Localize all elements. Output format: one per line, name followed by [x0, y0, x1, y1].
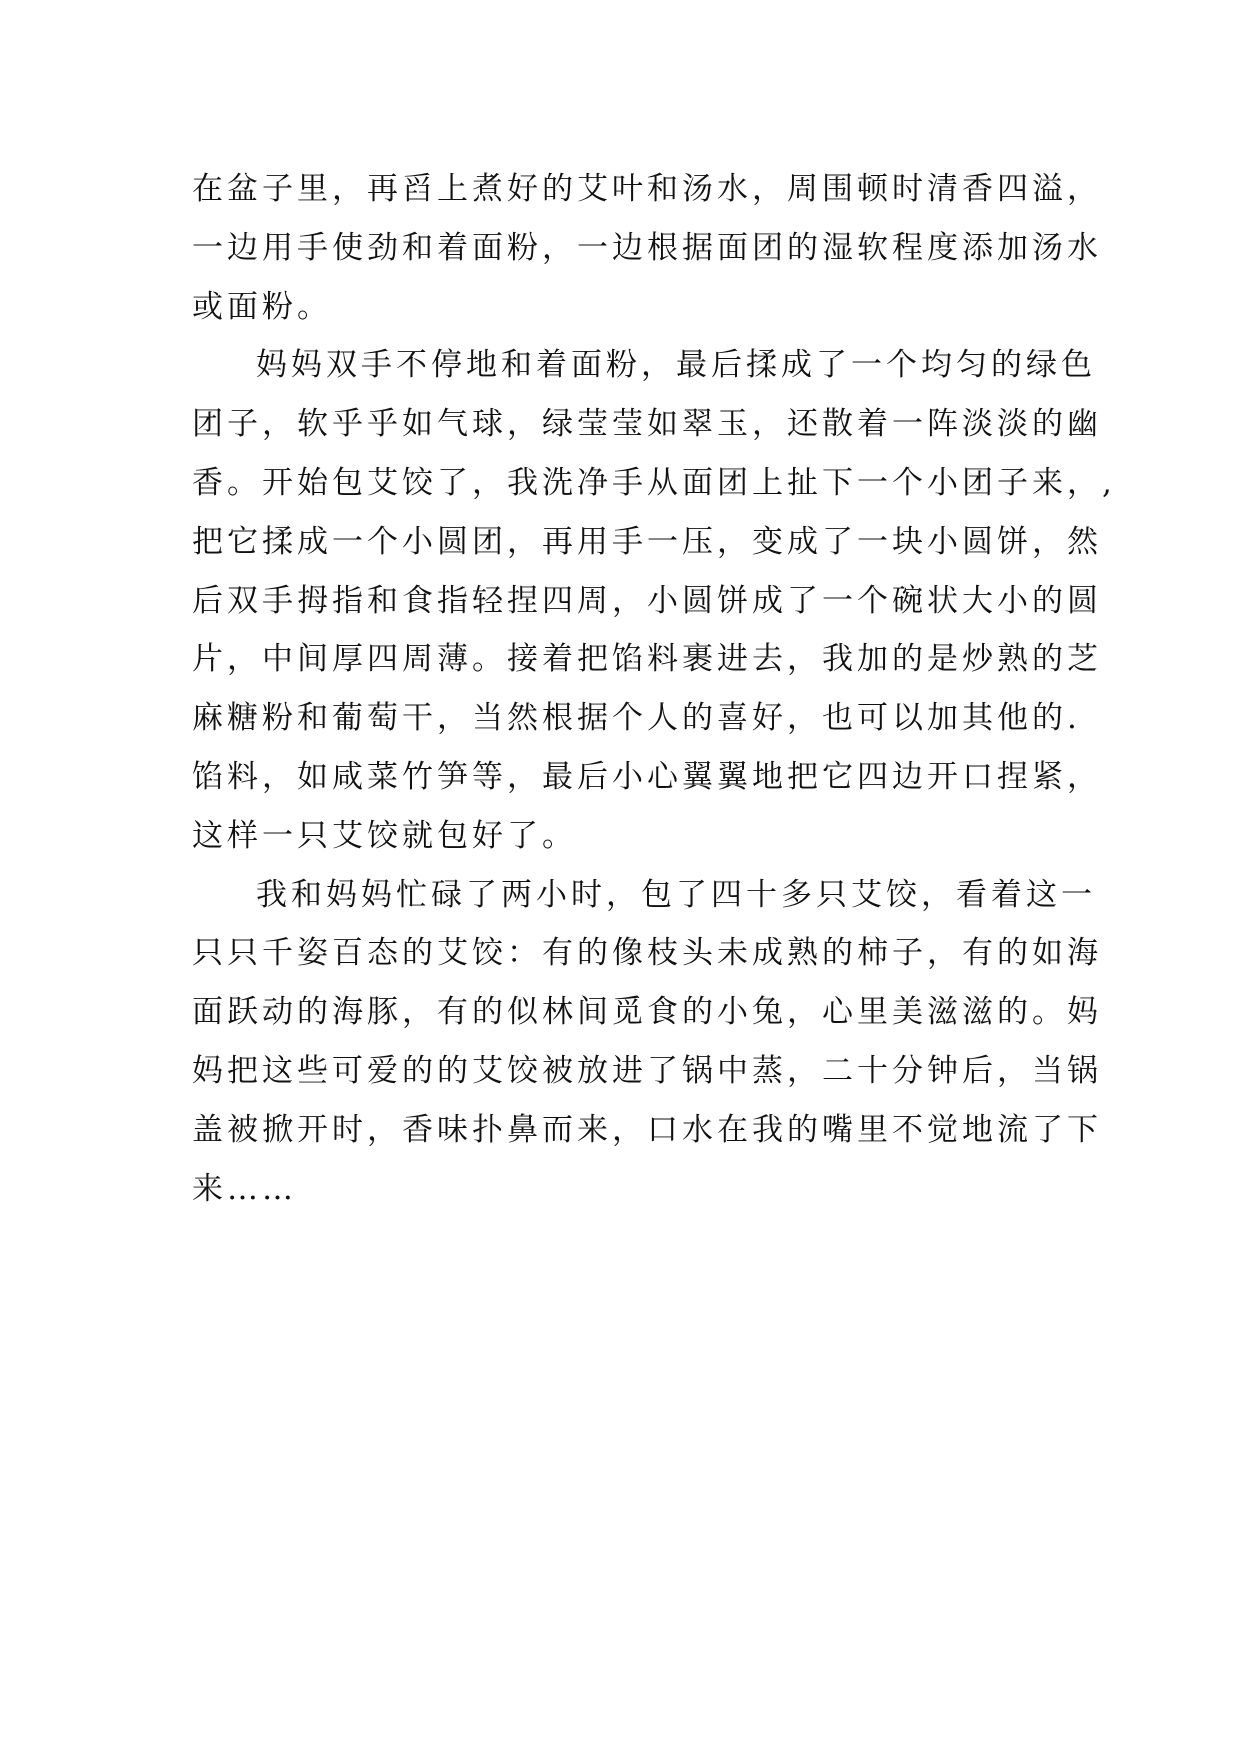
paragraph-2-line-1: 妈妈双手不停地和着面粉，最后揉成了一个均匀的绿色: [256, 347, 1096, 384]
paragraph-1-line-1: 在盆子里，再舀上煮好的艾叶和汤水，周围顿时清香四溢，: [192, 171, 1102, 207]
paragraph-2-line-3: 香。开始包艾饺了，我洗净手从面团上扯下一个小团子来，,: [192, 464, 1116, 501]
paragraph-3-line-5: 盖被掀开时，香味扑鼻而来，口水在我的嘴里不觉地流了下: [192, 1111, 1102, 1148]
paragraph-1-line-3: 或面粉。: [192, 288, 332, 325]
paragraph-3-line-4: 妈把这些可爱的的艾饺被放进了锅中蒸，二十分钟后，当锅: [192, 1052, 1102, 1089]
paragraph-2-line-5: 后双手拇指和食指轻捏四周，小圆饼成了一个碗状大小的圆: [192, 582, 1102, 619]
paragraph-2-line-9: 这样一只艾饺就包好了。: [192, 817, 577, 854]
paragraph-2-line-2: 团子，软乎乎如气球，绿莹莹如翠玉，还散着一阵淡淡的幽: [192, 406, 1102, 443]
paragraph-1-line-2: 一边用手使劲和着面粉，一边根据面团的湿软程度添加汤水: [192, 229, 1102, 266]
paragraph-2-line-4: 把它揉成一个小圆团，再用手一压，变成了一块小圆饼，然: [192, 523, 1102, 560]
paragraph-3-line-2: 只只千姿百态的艾饺：有的像枝头未成熟的柿子，有的如海: [192, 935, 1102, 972]
article-body: [192, 160, 1116, 1218]
paragraph-2-line-7: 麻糖粉和葡萄干，当然根据个人的喜好，也可以加其他的.: [192, 700, 1081, 737]
paragraph-2-line-6: 片，中间厚四周薄。接着把馅料裹进去，我加的是炒熟的芝: [192, 641, 1102, 678]
paragraph-3-line-3: 面跃动的海豚，有的似林间觅食的小兔，心里美滋滋的。妈: [192, 994, 1102, 1031]
paragraph-3-line-1: 我和妈妈忙碌了两小时，包了四十多只艾饺，看着这一: [256, 876, 1096, 913]
paragraph-2-line-8: 馅料，如咸菜竹笋等，最后小心翼翼地把它四边开口捏紧，: [192, 758, 1102, 795]
paragraph-3-line-6: 来……: [192, 1170, 297, 1207]
